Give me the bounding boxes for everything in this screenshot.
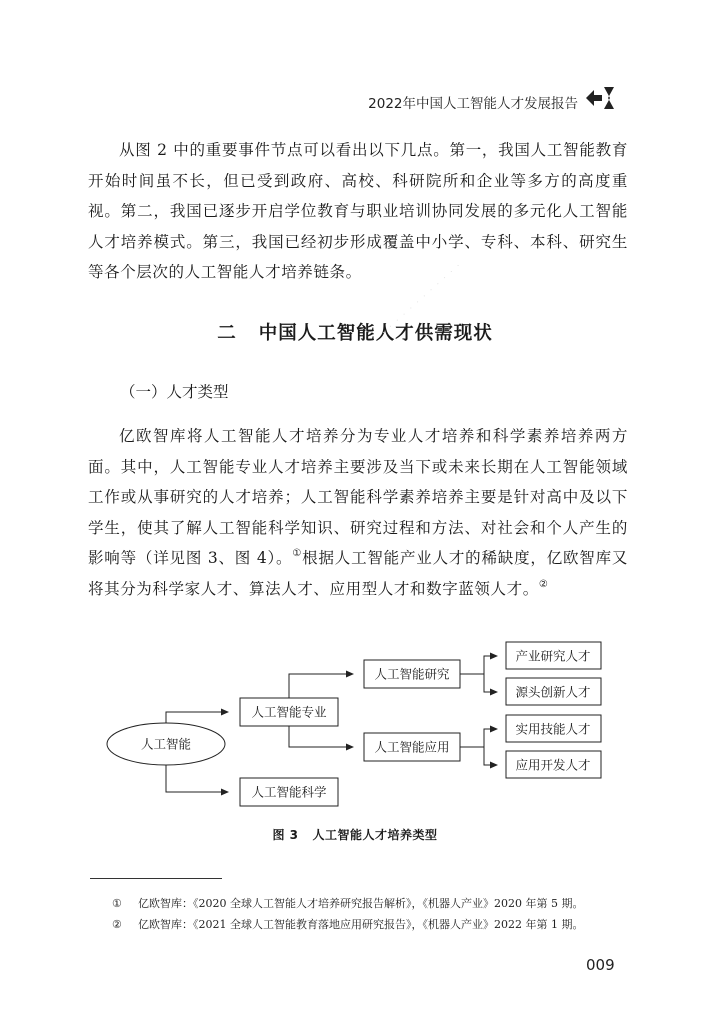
talent-type-diagram bbox=[0, 630, 710, 820]
label-application: 人工智能应用 bbox=[374, 739, 450, 755]
section-title: 中国人工智能人才供需现状 bbox=[258, 323, 493, 344]
footnote-2-text: 亿欧智库：《2021 全球人工智能教育落地应用研究报告》，《机器人产业》2022 年第 1 期。 bbox=[138, 918, 584, 931]
figure-number: 图 3 bbox=[272, 828, 299, 842]
label-dev-talent: 应用开发人才 bbox=[515, 757, 591, 773]
body-paragraph bbox=[88, 421, 628, 604]
label-skills-talent: 实用技能人才 bbox=[515, 721, 591, 737]
connector-professional-application bbox=[289, 726, 353, 747]
label-innovation-talent: 源头创新人才 bbox=[515, 684, 591, 700]
publisher-logo-icon bbox=[584, 84, 618, 116]
footnote-2 bbox=[112, 916, 583, 932]
watermark: · · · · · · · · · · · · bbox=[380, 260, 464, 337]
label-professional: 人工智能专业 bbox=[251, 704, 327, 720]
body-text-part1: 亿欧智库将人工智能人才培养分为专业人才培养和科学素养培养两方面。其中，人工智能专业人才培养主要涉及当下或未来长期在人工智能领域工作或从事研究的人才培养；人工智能科学素养培养主要是针对高中及以下学生，使其了解人工智能科学知识、研究过程和方法、对社会和个人产生的影响等（详见图 3、图 4）。 bbox=[88, 427, 628, 567]
connector-application-skills bbox=[484, 729, 497, 747]
figure-caption-text: 人工智能人才培养类型 bbox=[312, 828, 438, 842]
section-heading bbox=[0, 319, 710, 345]
figure-caption bbox=[0, 826, 710, 843]
connector-research-industry bbox=[484, 656, 497, 674]
section-number: 二 bbox=[217, 323, 237, 344]
footnote-1-mark: ① bbox=[112, 897, 122, 910]
subsection-heading: （一）人才类型 bbox=[120, 383, 229, 401]
footnote-divider bbox=[90, 878, 222, 879]
footnote-ref-2[interactable]: ② bbox=[538, 578, 549, 590]
page-number: 009 bbox=[586, 956, 615, 974]
label-root: 人工智能 bbox=[140, 736, 192, 752]
connector-application-dev bbox=[484, 747, 497, 765]
running-header-title: 2022年中国人工智能人才发展报告 bbox=[368, 96, 578, 112]
label-research: 人工智能研究 bbox=[374, 666, 450, 682]
connector-professional-research bbox=[289, 674, 353, 698]
footnote-1 bbox=[112, 895, 583, 911]
footnote-2-mark: ② bbox=[112, 918, 122, 931]
footnote-1-text: 亿欧智库：《2020 全球人工智能人才培养研究报告解析》，《机器人产业》2020 年第 5 期。 bbox=[138, 897, 584, 910]
connector-research-innovation bbox=[484, 674, 497, 692]
footnote-ref-1[interactable]: ① bbox=[292, 548, 303, 559]
body-text-part2: 根据人工智能产业人才的稀缺度，亿欧智库又将其分为科学家人才、算法人才、应用型人才和数字蓝领人才。 bbox=[88, 549, 629, 598]
label-industry-research-talent: 产业研究人才 bbox=[515, 648, 591, 664]
label-science: 人工智能科学 bbox=[251, 784, 327, 800]
intro-paragraph: 从图 2 中的重要事件节点可以看出以下几点。第一，我国人工智能教育开始时间虽不长，但已受到政府、高校、科研院所和企业等多方的高度重视。第二，我国已逐步开启学位教育与职业培训协同发展的多元化人工智能人才培养模式。第三，我国已经初步形成覆盖中小学、专科、本科、研究生等各个层次的人工智能人才培养链条。 bbox=[88, 141, 628, 281]
